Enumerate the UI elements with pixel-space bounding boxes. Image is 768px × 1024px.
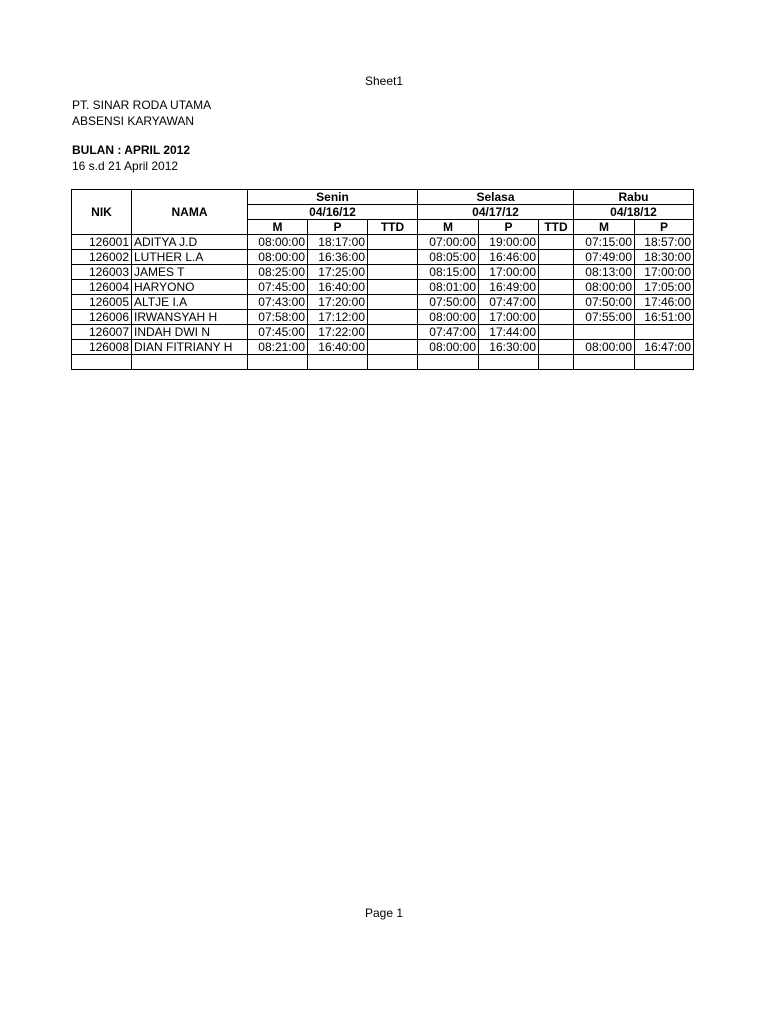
- time-out-cell: 07:47:00: [479, 295, 539, 310]
- time-in-cell: 07:47:00: [418, 325, 479, 340]
- day-header-rabu: Rabu: [574, 190, 694, 205]
- name-cell: HARYONO: [132, 280, 248, 295]
- col-header-ttd: TTD: [368, 220, 418, 235]
- time-in-cell: 08:00:00: [248, 250, 308, 265]
- signature-cell: [368, 340, 418, 355]
- report-title: ABSENSI KARYAWAN: [72, 114, 195, 128]
- signature-cell: [539, 235, 574, 250]
- time-out-cell: 18:17:00: [308, 235, 368, 250]
- empty-cell: [72, 355, 132, 370]
- time-out-cell: 17:22:00: [308, 325, 368, 340]
- empty-cell: [539, 355, 574, 370]
- time-in-cell: [574, 325, 635, 340]
- attendance-table: [71, 189, 694, 370]
- time-out-cell: 17:12:00: [308, 310, 368, 325]
- col-header-m: M: [574, 220, 635, 235]
- signature-cell: [539, 250, 574, 265]
- time-out-cell: 16:49:00: [479, 280, 539, 295]
- col-header-p: P: [479, 220, 539, 235]
- table-row: [72, 265, 694, 280]
- table-row: [72, 295, 694, 310]
- time-in-cell: 08:00:00: [574, 280, 635, 295]
- time-out-cell: 16:30:00: [479, 340, 539, 355]
- signature-cell: [368, 250, 418, 265]
- time-out-cell: 17:25:00: [308, 265, 368, 280]
- time-out-cell: 17:46:00: [635, 295, 694, 310]
- nik-cell: 126004: [72, 280, 132, 295]
- name-cell: IRWANSYAH H: [132, 310, 248, 325]
- empty-cell: [248, 355, 308, 370]
- time-in-cell: 07:43:00: [248, 295, 308, 310]
- time-in-cell: 08:05:00: [418, 250, 479, 265]
- time-out-cell: 17:00:00: [479, 265, 539, 280]
- nik-cell: 126006: [72, 310, 132, 325]
- page-footer: Page 1: [364, 906, 404, 920]
- time-in-cell: 07:55:00: [574, 310, 635, 325]
- time-out-cell: 17:00:00: [635, 265, 694, 280]
- time-in-cell: 07:45:00: [248, 325, 308, 340]
- time-in-cell: 07:00:00: [418, 235, 479, 250]
- empty-cell: [368, 355, 418, 370]
- signature-cell: [539, 340, 574, 355]
- empty-cell: [418, 355, 479, 370]
- nik-cell: 126002: [72, 250, 132, 265]
- date-header-senin: 04/16/12: [248, 205, 418, 220]
- empty-cell: [635, 355, 694, 370]
- name-cell: JAMES T: [132, 265, 248, 280]
- col-header-p: P: [308, 220, 368, 235]
- time-in-cell: 07:50:00: [574, 295, 635, 310]
- month-label: BULAN : APRIL 2012: [72, 143, 191, 157]
- period-range: 16 s.d 21 April 2012: [72, 159, 179, 173]
- name-cell: ADITYA J.D: [132, 235, 248, 250]
- time-out-cell: [635, 325, 694, 340]
- time-in-cell: 08:00:00: [418, 340, 479, 355]
- time-in-cell: 07:58:00: [248, 310, 308, 325]
- time-in-cell: 08:13:00: [574, 265, 635, 280]
- nik-cell: 126001: [72, 235, 132, 250]
- nik-header: NIK: [72, 190, 132, 235]
- signature-cell: [539, 295, 574, 310]
- empty-cell: [574, 355, 635, 370]
- signature-cell: [368, 295, 418, 310]
- time-out-cell: 16:40:00: [308, 340, 368, 355]
- name-cell: LUTHER L.A: [132, 250, 248, 265]
- table-row: [72, 310, 694, 325]
- time-out-cell: 16:51:00: [635, 310, 694, 325]
- empty-row: [72, 355, 694, 370]
- time-in-cell: 08:25:00: [248, 265, 308, 280]
- table-row: [72, 250, 694, 265]
- day-header-senin: Senin: [248, 190, 418, 205]
- company-header: [72, 97, 211, 129]
- time-out-cell: 16:46:00: [479, 250, 539, 265]
- time-out-cell: 17:44:00: [479, 325, 539, 340]
- time-in-cell: 08:01:00: [418, 280, 479, 295]
- time-in-cell: 07:45:00: [248, 280, 308, 295]
- time-out-cell: 16:47:00: [635, 340, 694, 355]
- time-in-cell: 07:49:00: [574, 250, 635, 265]
- period-header: [72, 142, 190, 174]
- date-header-selasa: 04/17/12: [418, 205, 574, 220]
- nik-cell: 126008: [72, 340, 132, 355]
- nik-cell: 126005: [72, 295, 132, 310]
- time-out-cell: 18:30:00: [635, 250, 694, 265]
- signature-cell: [368, 280, 418, 295]
- name-cell: DIAN FITRIANY H: [132, 340, 248, 355]
- name-cell: ALTJE I.A: [132, 295, 248, 310]
- time-out-cell: 19:00:00: [479, 235, 539, 250]
- signature-cell: [539, 265, 574, 280]
- signature-cell: [368, 325, 418, 340]
- nama-header: NAMA: [132, 190, 248, 235]
- signature-cell: [368, 310, 418, 325]
- col-header-m: M: [418, 220, 479, 235]
- signature-cell: [539, 280, 574, 295]
- empty-cell: [132, 355, 248, 370]
- time-out-cell: 17:00:00: [479, 310, 539, 325]
- nik-cell: 126003: [72, 265, 132, 280]
- col-header-p: P: [635, 220, 694, 235]
- time-in-cell: 08:00:00: [248, 235, 308, 250]
- time-out-cell: 18:57:00: [635, 235, 694, 250]
- time-in-cell: 08:00:00: [574, 340, 635, 355]
- col-header-m: M: [248, 220, 308, 235]
- signature-cell: [368, 265, 418, 280]
- time-in-cell: 07:15:00: [574, 235, 635, 250]
- name-cell: INDAH DWI N: [132, 325, 248, 340]
- day-header-selasa: Selasa: [418, 190, 574, 205]
- table-row: [72, 325, 694, 340]
- table-row: [72, 280, 694, 295]
- sheet-title: Sheet1: [364, 74, 404, 88]
- table-row: [72, 235, 694, 250]
- time-out-cell: 16:40:00: [308, 280, 368, 295]
- empty-cell: [308, 355, 368, 370]
- table-row: [72, 340, 694, 355]
- time-in-cell: 07:50:00: [418, 295, 479, 310]
- company-name: PT. SINAR RODA UTAMA: [72, 98, 212, 112]
- signature-cell: [539, 310, 574, 325]
- time-out-cell: 17:05:00: [635, 280, 694, 295]
- signature-cell: [539, 325, 574, 340]
- col-header-ttd: TTD: [539, 220, 574, 235]
- empty-cell: [479, 355, 539, 370]
- time-in-cell: 08:21:00: [248, 340, 308, 355]
- nik-cell: 126007: [72, 325, 132, 340]
- time-out-cell: 16:36:00: [308, 250, 368, 265]
- signature-cell: [368, 235, 418, 250]
- time-in-cell: 08:15:00: [418, 265, 479, 280]
- time-out-cell: 17:20:00: [308, 295, 368, 310]
- date-header-rabu: 04/18/12: [574, 205, 694, 220]
- time-in-cell: 08:00:00: [418, 310, 479, 325]
